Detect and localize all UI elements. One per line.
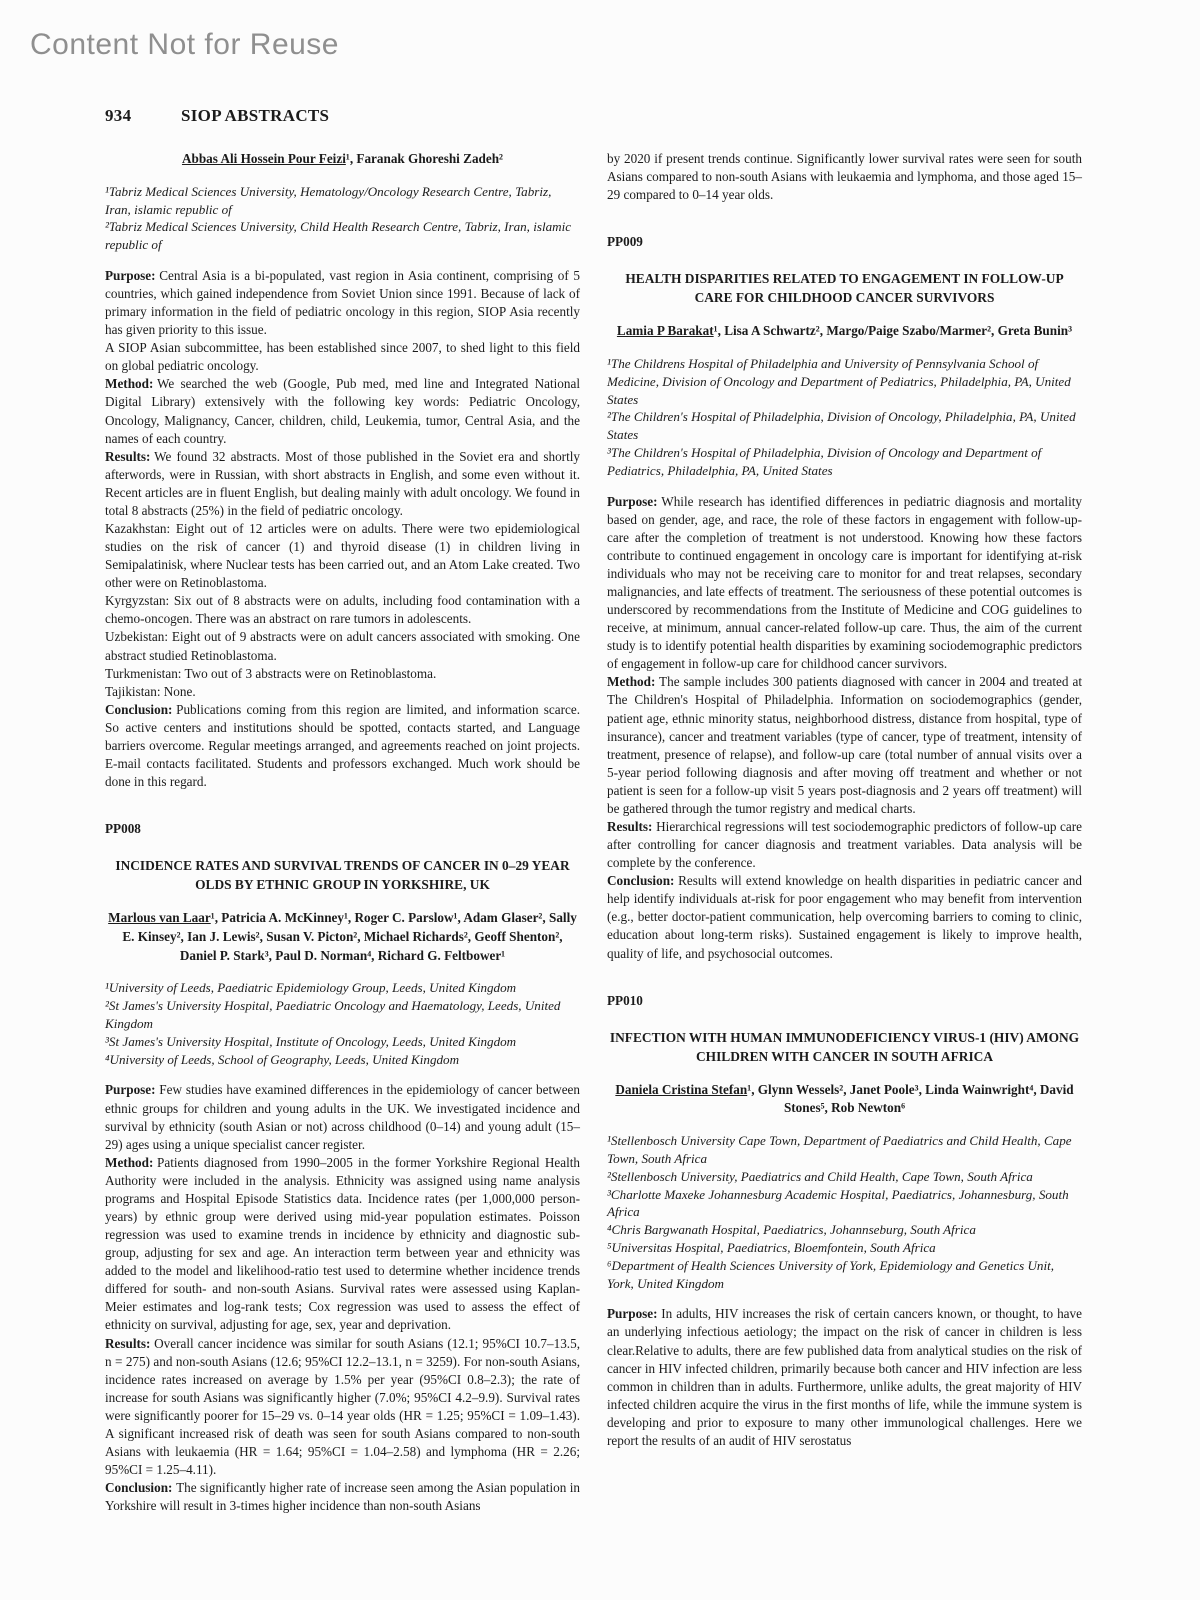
first-author: Marlous van Laar xyxy=(108,910,211,926)
right-column xyxy=(607,150,1082,1515)
author-line xyxy=(607,322,1082,341)
paragraph xyxy=(105,628,580,664)
paragraph-text: Results will extend knowledge on health disparities in pediatric cancer and help identify individuals at-risk for poor engagement who may benefit from intervention (e.g., better doctor-patient communication, help overcoming barriers to coming to clinic, education about long-term risks). Sustained engagement is likely to improve health, quality of life, and psychosocial outcomes. xyxy=(607,873,1082,961)
paragraph xyxy=(607,872,1082,962)
abstract-body xyxy=(607,493,1082,963)
paragraph-text: Patients diagnosed from 1990–2005 in the former Yorkshire Regional Health Authority were included in the analysis. Ethnicity was assigned using name analysis programs and Hospital Episode Statistics data. Incidence rates (per 1,000,000 person-years) by ethnic group were derived using mid-year population estimates. Poisson regression was used to examine trends in incidence by ethnicity and diagnostic sub-group, adjusting for sex and age. An interaction term between year and ethnicity was added to the model and likelihood-ratio test used to determine whether incidence trends differed for south- and non-south Asians. Survival rates were assessed using Kaplan-Meier estimates and log-rank tests; Cox regression was used to assess the effect of ethnicity on survival, adjusting for age, sex, year and deprivation. xyxy=(105,1154,580,1333)
coauthor-list: ¹, Patricia A. McKinney¹, Roger C. Parslow¹, Adam Glaser², Sally E. Kinsey², Ian J. Lewis², Susan V. Picton², Michael Richards², Geoff Shenton², Daniel P. Stark³, Paul D. Norman⁴, Richard G. Feltbower¹ xyxy=(122,910,577,963)
abstract-body xyxy=(607,1305,1082,1450)
affiliation: ²The Children's Hospital of Philadelphia, Division of Oncology, Philadelphia, PA, United States xyxy=(607,409,1076,443)
paragraph-text: by 2020 if present trends continue. Significantly lower survival rates were seen for south Asians compared to non-south Asians with leukaemia and lymphoma, and those aged 15–29 compared to 0–14 year olds. xyxy=(607,151,1082,203)
paragraph-text: While research has identified differences in pediatric diagnosis and mortality based on gender, age, and race, the role of these factors in engagement with follow-up-care after the completion of treatment is not understood. Knowing how these factors contribute to continued engagement in oncology care is important for identifying at-risk individuals who may not be receiving care to monitor for and treat relapses, secondary malignancies, and late effects of treatment. The seriousness of these potential outcomes is underscored by recommendations from the Institute of Medicine and COG guidelines to receive, at minimum, annual cancer-related follow-up care. Thus, the aim of the current study is to identify potential health disparities by examining sociodemographic predictors of engagement in follow-up care for childhood cancer survivors. xyxy=(607,493,1082,672)
abstract-code: PP009 xyxy=(607,234,643,250)
paragraph xyxy=(607,493,1082,674)
section-label: Method: xyxy=(105,1154,154,1170)
paragraph xyxy=(105,339,580,375)
affiliation-list xyxy=(105,183,580,254)
two-column-layout xyxy=(105,150,1082,1515)
section-label: Results: xyxy=(105,448,151,464)
first-author: Abbas Ali Hossein Pour Feizi xyxy=(181,151,346,166)
abstract-code: PP010 xyxy=(607,992,643,1008)
affiliation: ¹The Childrens Hospital of Philadelphia and University of Pennsylvania School of Medicine, Division of Oncology and Department of Pediatrics, Philadelphia, PA, United States xyxy=(607,356,1071,407)
paragraph xyxy=(105,701,580,791)
affiliation: ⁴Chris Bargwanath Hospital, Paediatrics, Johannseburg, South Africa xyxy=(607,1222,976,1238)
first-author: Daniela Cristina Stefan xyxy=(615,1081,748,1097)
paragraph xyxy=(105,1335,580,1480)
section-label: Method: xyxy=(607,674,656,690)
section-label: Conclusion: xyxy=(105,701,173,717)
first-author: Lamia P Barakat xyxy=(616,323,714,339)
affiliation: ¹Stellenbosch University Cape Town, Department of Paediatrics and Child Health, Cape Town, South Africa xyxy=(607,1133,1072,1166)
paragraph xyxy=(105,592,580,628)
abstract-title: INFECTION WITH HUMAN IMMUNODEFICIENCY VIRUS-1 (HIV) AMONG CHILDREN WITH CANCER IN SOUTH AFRICA xyxy=(609,1029,1080,1064)
affiliation-list xyxy=(105,979,580,1068)
section-label: Purpose: xyxy=(105,267,156,283)
section-label: Purpose: xyxy=(105,1082,156,1098)
affiliation: ³Charlotte Maxeke Johannesburg Academic Hospital, Paediatrics, Johannesburg, South Africa xyxy=(607,1186,1069,1220)
paragraph xyxy=(105,1154,580,1335)
page-title: SIOP ABSTRACTS xyxy=(181,106,330,125)
paragraph xyxy=(105,1479,580,1515)
paragraph-text: A SIOP Asian subcommittee, has been established since 2007, to shed light to this field on global pediatric oncology. xyxy=(105,340,580,374)
affiliation: ¹University of Leeds, Paediatric Epidemiology Group, Leeds, United Kingdom xyxy=(105,980,517,996)
abstract-body xyxy=(105,1081,580,1515)
affiliation: ⁴University of Leeds, School of Geography, Leeds, United Kingdom xyxy=(105,1051,460,1067)
coauthor-list: ¹, Lisa A Schwartz², Margo/Paige Szabo/Marmer², Greta Bunin³ xyxy=(713,323,1073,339)
paragraph xyxy=(105,683,580,701)
affiliation: ³The Children's Hospital of Philadelphia, Division of Oncology and Department of Pediatrics, Philadelphia, PA, United States xyxy=(607,445,1042,478)
paragraph-text: Overall cancer incidence was similar for south Asians (12.1; 95%CI 10.7–13.5, n = 275) and non-south Asians (12.6; 95%CI 12.2–13.1, n = 3259). For non-south Asians, incidence rates increased on average by 1.5% per year (95%CI 0.8–2.3); the rate of increase for south Asians was significantly higher (7.0%; 95%CI 4.2–9.9). Survival rates were significantly poorer for 15–29 vs. 0–14 year olds (HR = 1.25; 95%CI = 1.09–1.43). A significant increased risk of death was seen for south Asians compared to non-south Asians with leukaemia (HR = 1.64; 95%CI = 1.04–2.58) and lymphoma (HR = 2.26; 95%CI = 1.25–4.11). xyxy=(105,1335,580,1478)
abstract-code: PP008 xyxy=(105,821,141,837)
paragraph xyxy=(105,448,580,520)
paragraph-text: Hierarchical regressions will test sociodemographic predictors of follow-up care after controlling for cancer diagnosis and treatment variables. Data analysis will be complete by the conference. xyxy=(607,819,1082,871)
abstract-title: INCIDENCE RATES AND SURVIVAL TRENDS OF CANCER IN 0–29 YEAR OLDS BY ETHNIC GROUP IN YORKSHIRE, UK xyxy=(115,858,570,893)
abstract-body xyxy=(105,267,580,791)
paragraph-text: In adults, HIV increases the risk of certain cancers known, or thought, to have an underlying infectious aetiology; the impact on the risk of cancer in children is less clear.Relative to adults, there are few published data from analytical studies on the risk of cancer in HIV infected children, primarily because both cancer and HIV infection are less common in children than in adults. Furthermore, unlike adults, the great majority of HIV infected children acquire the virus in the first months of life, while the immune system is developing and prior to exposure to many other immunological challenges. Here we report the results of an audit of HIV serostatus xyxy=(607,1306,1082,1448)
paragraph-text: The significantly higher rate of increase seen among the Asian population in Yorkshire will result in 3-times higher incidence than non-south Asians xyxy=(105,1480,580,1514)
section-label: Purpose: xyxy=(607,1306,658,1322)
paragraph-text: The sample includes 300 patients diagnosed with cancer in 2004 and treated at The Children's Hospital of Philadelphia. Information on sociodemographics (gender, patient age, ethnic minority status, neighborhood distress, distance from hospital, type of insurance), cancer and treatment variables (type of cancer, type of treatment, intensity of treatment, presence of relapse), and follow-up care (total number of annual visits over a 5-year period following diagnosis and after moving off treatment and whether or not patient is seen for a follow-up visit 5 years post-diagnosis and 2 years off treatment) will be gathered through the tumor registry and medical charts. xyxy=(607,674,1082,816)
paragraph-text: Turkmenistan: Two out of 3 abstracts were on Retinoblastoma. xyxy=(105,665,437,681)
paragraph xyxy=(607,150,1082,204)
affiliation: ¹Tabriz Medical Sciences University, Hematology/Oncology Research Centre, Tabriz, Iran, islamic republic of xyxy=(105,183,552,217)
page-header xyxy=(105,106,1082,126)
paragraph-text: Few studies have examined differences in the epidemiology of cancer between ethnic groups for children and young adults in the UK. We investigated incidence and survival by ethnicity (south Asian or not) across childhood (0–14) and young adult (15–29) ages using a unique specialist cancer register. xyxy=(105,1082,580,1152)
author-line xyxy=(105,909,580,965)
paragraph xyxy=(105,520,580,592)
affiliation: ²Tabriz Medical Sciences University, Child Health Research Centre, Tabriz, Iran, islamic republic of xyxy=(105,219,572,253)
page-content xyxy=(105,106,1082,1515)
affiliation-list xyxy=(607,1132,1082,1292)
abstract-pp009 xyxy=(607,234,1082,962)
paragraph-text: Publications coming from this region are limited, and information scarce. So active centers and institutions should be spotted, contacts started, and Language barriers overcome. Regular meetings arranged, and agreements reached on joint projects. E-mail contacts facilitated. Students and professors exchanged. Much work should be done in this regard. xyxy=(105,701,580,790)
left-column xyxy=(105,150,580,1515)
watermark-text: Content Not for Reuse xyxy=(30,28,339,61)
paragraph xyxy=(607,673,1082,818)
paragraph-text: We found 32 abstracts. Most of those published in the Soviet era and shortly afterwords, were in Russian, with short abstracts in English, and some even without it. Recent articles are in fluent English, but dealing mainly with adult oncology. We found in total 8 abstracts (25%) in the field of pediatric oncology. xyxy=(105,448,580,518)
paragraph xyxy=(607,818,1082,872)
abstract-pp008-continuation xyxy=(607,150,1082,204)
affiliation: ⁵Universitas Hospital, Paediatrics, Bloemfontein, South Africa xyxy=(607,1239,936,1255)
affiliation-list xyxy=(607,355,1082,480)
paragraph xyxy=(105,665,580,683)
affiliation: ²Stellenbosch University, Paediatrics and Child Health, Cape Town, South Africa xyxy=(607,1168,1033,1184)
paragraph-text: Central Asia is a bi-populated, vast region in Asia continent, comprising of 5 countries, which gained independence from Soviet Union since 1991. Because of lack of primary information in the field of pediatric oncology in this region, SIOP Asia recently has given priority to this issue. xyxy=(105,267,580,338)
coauthor-list: ¹, Faranak Ghoreshi Zadeh² xyxy=(345,151,504,166)
author-line xyxy=(607,1081,1082,1118)
paragraph-text: Kyrgyzstan: Six out of 8 abstracts were on adults, including food contamination with a chemo-oncogen. There was an abstract on rare tumors in adolescents. xyxy=(105,593,580,627)
section-label: Conclusion: xyxy=(607,873,675,889)
paragraph xyxy=(607,1305,1082,1450)
abstract-title: HEALTH DISPARITIES RELATED TO ENGAGEMENT IN FOLLOW-UP CARE FOR CHILDHOOD CANCER SURVIVORS xyxy=(625,271,1064,306)
section-label: Purpose: xyxy=(607,493,658,509)
paragraph xyxy=(105,267,580,339)
paragraph xyxy=(105,375,580,447)
affiliation: ²St James's University Hospital, Paediatric Oncology and Haematology, Leeds, United Kingdom xyxy=(105,998,561,1032)
abstract-continued xyxy=(105,150,580,791)
paragraph xyxy=(105,1081,580,1153)
page-number: 934 xyxy=(105,106,132,125)
paragraph-text: Kazakhstan: Eight out of 12 articles were on adults. There were two epidemiological studies on the risk of cancer (1) and thyroid disease (1) in children living in Semipalatinisk, where Nuclear tests has been carried out, and an Atom Lake created. Two other were on Retinoblastoma. xyxy=(105,521,580,591)
section-label: Results: xyxy=(105,1335,151,1351)
coauthor-list: ¹, Glynn Wessels², Janet Poole³, Linda Wainwright⁴, David Stones⁵, Rob Newton⁶ xyxy=(747,1081,1074,1116)
paragraph-text: We searched the web (Google, Pub med, med line and Integrated National Digital Library) extensively with the following key words: Pediatric Oncology, Oncology, Malignancy, Cancer, children, child, Leukemia, tumor, Central Asia, and the names of each country. xyxy=(105,376,580,446)
author-line xyxy=(105,150,580,169)
abstract-pp008 xyxy=(105,821,580,1515)
affiliation: ³St James's University Hospital, Institute of Oncology, Leeds, United Kingdom xyxy=(105,1033,517,1049)
section-label: Method: xyxy=(105,376,154,392)
section-label: Results: xyxy=(607,819,653,835)
section-label: Conclusion: xyxy=(105,1480,173,1496)
abstract-pp010 xyxy=(607,993,1082,1450)
paragraph-text: Tajikistan: None. xyxy=(105,683,196,699)
affiliation: ⁶Department of Health Sciences University of York, Epidemiology and Genetics Unit, York, United Kingdom xyxy=(607,1257,1054,1291)
paragraph-text: Uzbekistan: Eight out of 9 abstracts were on adult cancers associated with smoking. One abstract studied Retinoblastoma. xyxy=(105,629,580,663)
